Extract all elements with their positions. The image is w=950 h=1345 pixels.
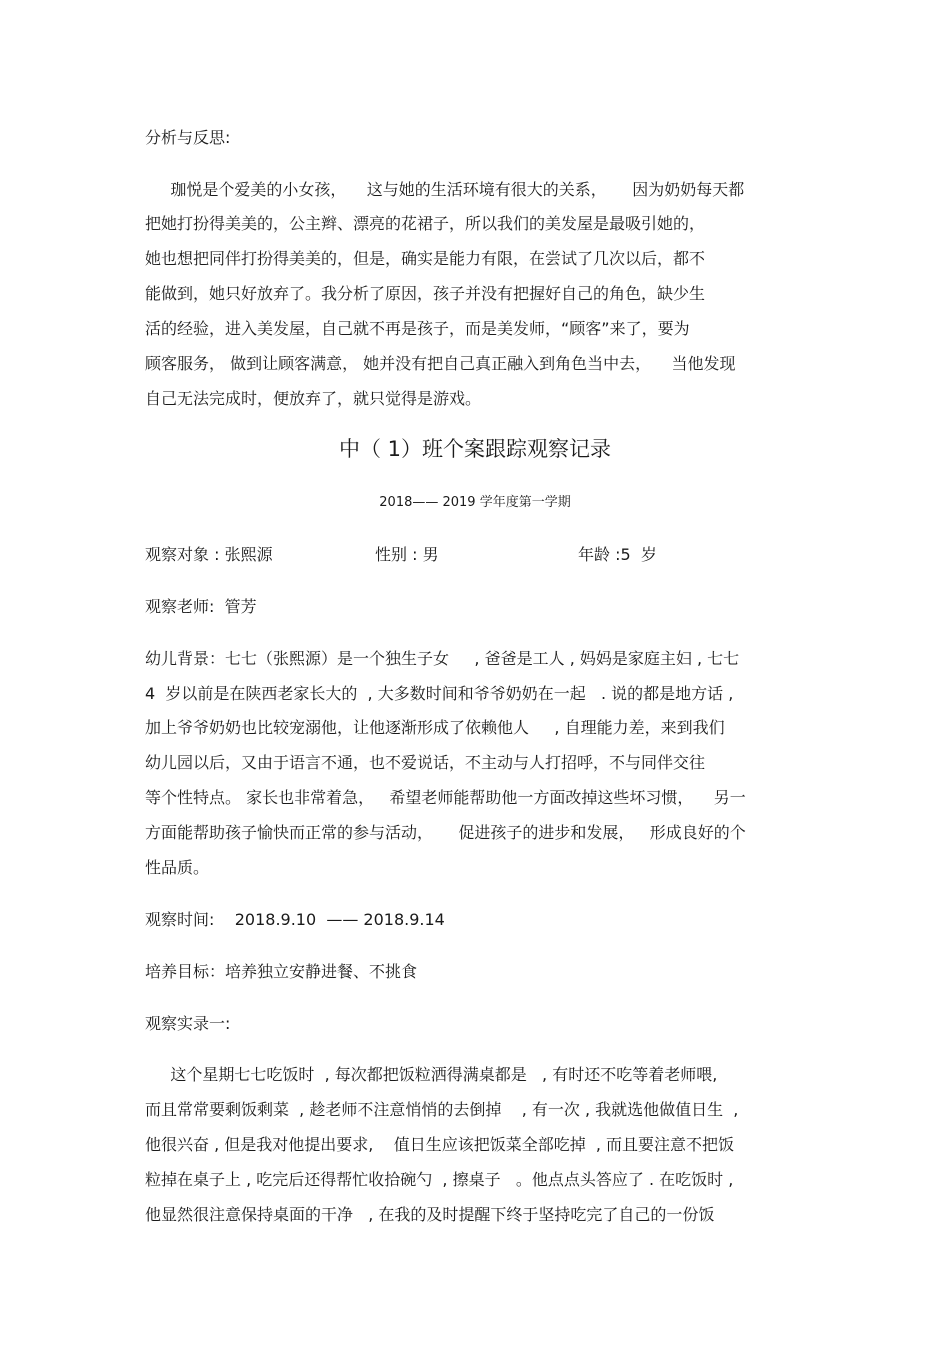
age-field: 年龄 :5 岁 (578, 545, 657, 564)
record-subtitle: 2018—— 2019 学年度第一学期 (379, 495, 571, 510)
record-title: 中（ 1）班个案跟踪观察记录 (338, 437, 612, 461)
observation-time: 观察时间: 2018.9.10 —— 2018.9.14 (145, 910, 445, 929)
analysis-line: 自己无法完成时，便放弃了，就只觉得是游戏。 (145, 389, 482, 408)
background-line: 幼儿园以后，又由于语言不通，也不爱说话，不主动与人打招呼，不与同伴交往 (145, 753, 706, 772)
background-line: 加上爷爷奶奶也比较宠溺他，让他逐渐形成了依赖他人 , 自理能力差，来到我们 (145, 718, 725, 737)
record-line: 他很兴奋 , 但是我对他提出要求, 值日生应该把饭菜全部吃掉 , 而且要注意不把饭 (145, 1135, 735, 1154)
record-line: 这个星期七七吃饭时 , 每次都把饭粒洒得满桌都是 , 有时还不吃等着老师喂, (145, 1065, 718, 1084)
background-line: 等个性特点。 家长也非常着急， 希望老师能帮助他一方面改掉这些坏习惯， 另一 (145, 788, 746, 807)
background-line: 幼儿背景：七七（张熙源）是一个独生子女 , 爸爸是工人 , 妈妈是家庭主妇 , 七七 (145, 649, 740, 668)
gender-field: 性别 : 男 (375, 545, 439, 564)
analysis-line: 珈悦是个爱美的小女孩， 这与她的生活环境有很大的关系， 因为奶奶每天都 (145, 180, 745, 199)
training-goal: 培养目标：培养独立安静进餐、不挑食 (145, 962, 418, 981)
record-line: 粒掉在桌子上 , 吃完后还得帮忙收拾碗勺 , 擦桌子 。他点点头答应了 . 在吃饭时 , (145, 1170, 734, 1189)
analysis-heading: 分析与反思: (145, 128, 231, 147)
record-line: 而且常常要剩饭剩菜 , 趁老师不注意悄悄的去倒掉 , 有一次 , 我就选他做值日生 , (145, 1100, 739, 1119)
background-line: 方面能帮助孩子愉快而正常的参与活动， 促进孩子的进步和发展， 形成良好的个 (145, 823, 746, 842)
analysis-line: 顾客服务， 做到让顾客满意， 她并没有把自己真正融入到角色当中去， 当他发现 (145, 354, 736, 373)
analysis-line: 活的经验，进入美发屋，自己就不再是孩子，而是美发师，“顾客”来了，要为 (145, 319, 690, 338)
background-line: 4 岁以前是在陕西老家长大的 , 大多数时间和爷爷奶奶在一起 . 说的都是地方话 , (145, 684, 734, 703)
observation-teacher: 观察老师: 管芳 (145, 597, 257, 616)
analysis-line: 能做到，她只好放弃了。我分析了原因，孩子并没有把握好自己的角色，缺少生 (145, 284, 706, 303)
analysis-line: 她也想把同伴打扮得美美的，但是，确实是能力有限，在尝试了几次以后，都不 (145, 249, 706, 268)
record-heading: 观察实录一: (145, 1014, 231, 1033)
record-line: 他显然很注意保持桌面的干净 , 在我的及时提醒下终于坚持吃完了自己的一份饭 (145, 1205, 715, 1224)
background-line: 性品质。 (145, 858, 210, 877)
analysis-line: 把她打扮得美美的，公主辫、漂亮的花裙子，所以我们的美发屋是最吸引她的， (145, 214, 706, 233)
observation-subject: 观察对象 : 张熙源 (145, 545, 273, 564)
